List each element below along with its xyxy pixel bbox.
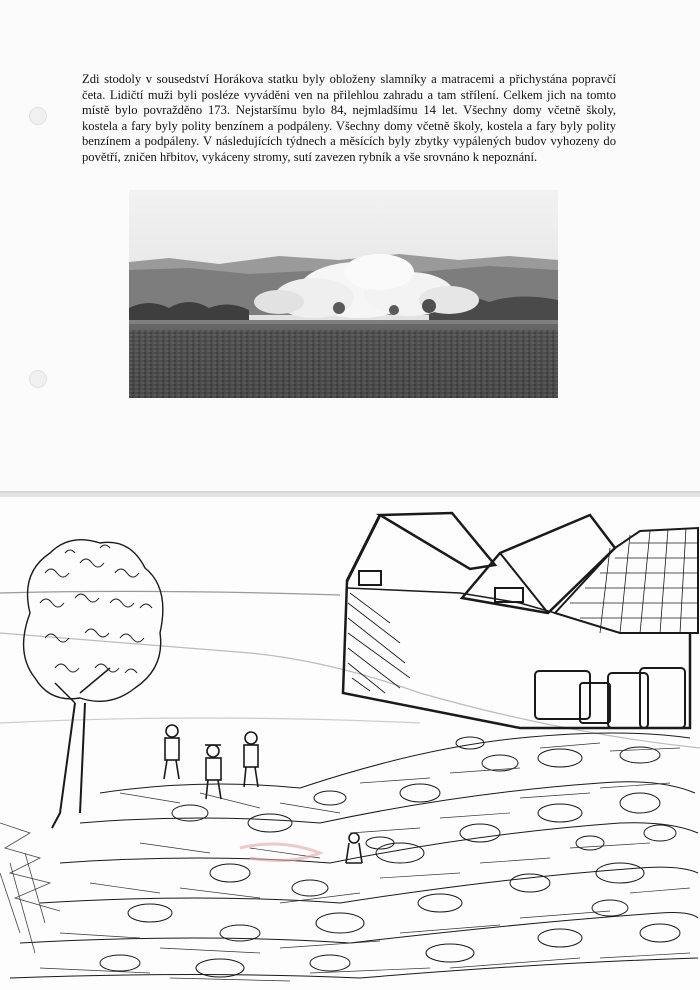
child-drawing — [0, 493, 700, 990]
text-block — [82, 72, 616, 166]
drawing-image — [0, 493, 700, 990]
punch-hole — [29, 107, 47, 125]
tree-sketch — [24, 540, 163, 828]
barn-sketch — [343, 513, 698, 728]
people-sketch — [164, 725, 362, 863]
punch-hole — [29, 370, 47, 388]
body-paragraph: Zdi stodoly v sousedství Horákova statku byly obloženy slamníky a matracemi a přichystána popravčí četa. Lidičtí muži byli posléze vyváděni ven na přilehlou zahradu a tam střílení. Celkem jich na tomto místě bylo povražděno 173. Nejstaršímu bylo 84, nejmladšímu 14 let. Všechny domy včetně školy, kostela a fary byly polity benzínem a podpáleny. Všechny domy včetně školy, kostela a fary byly polity benzínem a podpáleny. V následujících týdnech a měsících byly zbytky vypálených budov vyhozeny do povětří, zničen hřbitov, vykáceny stromy, sutí zavezen rybník a vše srovnáno k nepoznání. — [82, 72, 616, 164]
printed-page — [0, 0, 700, 492]
historical-photo-explosion — [129, 190, 558, 398]
rubble-sketch — [10, 733, 698, 978]
photo-image — [129, 190, 558, 398]
